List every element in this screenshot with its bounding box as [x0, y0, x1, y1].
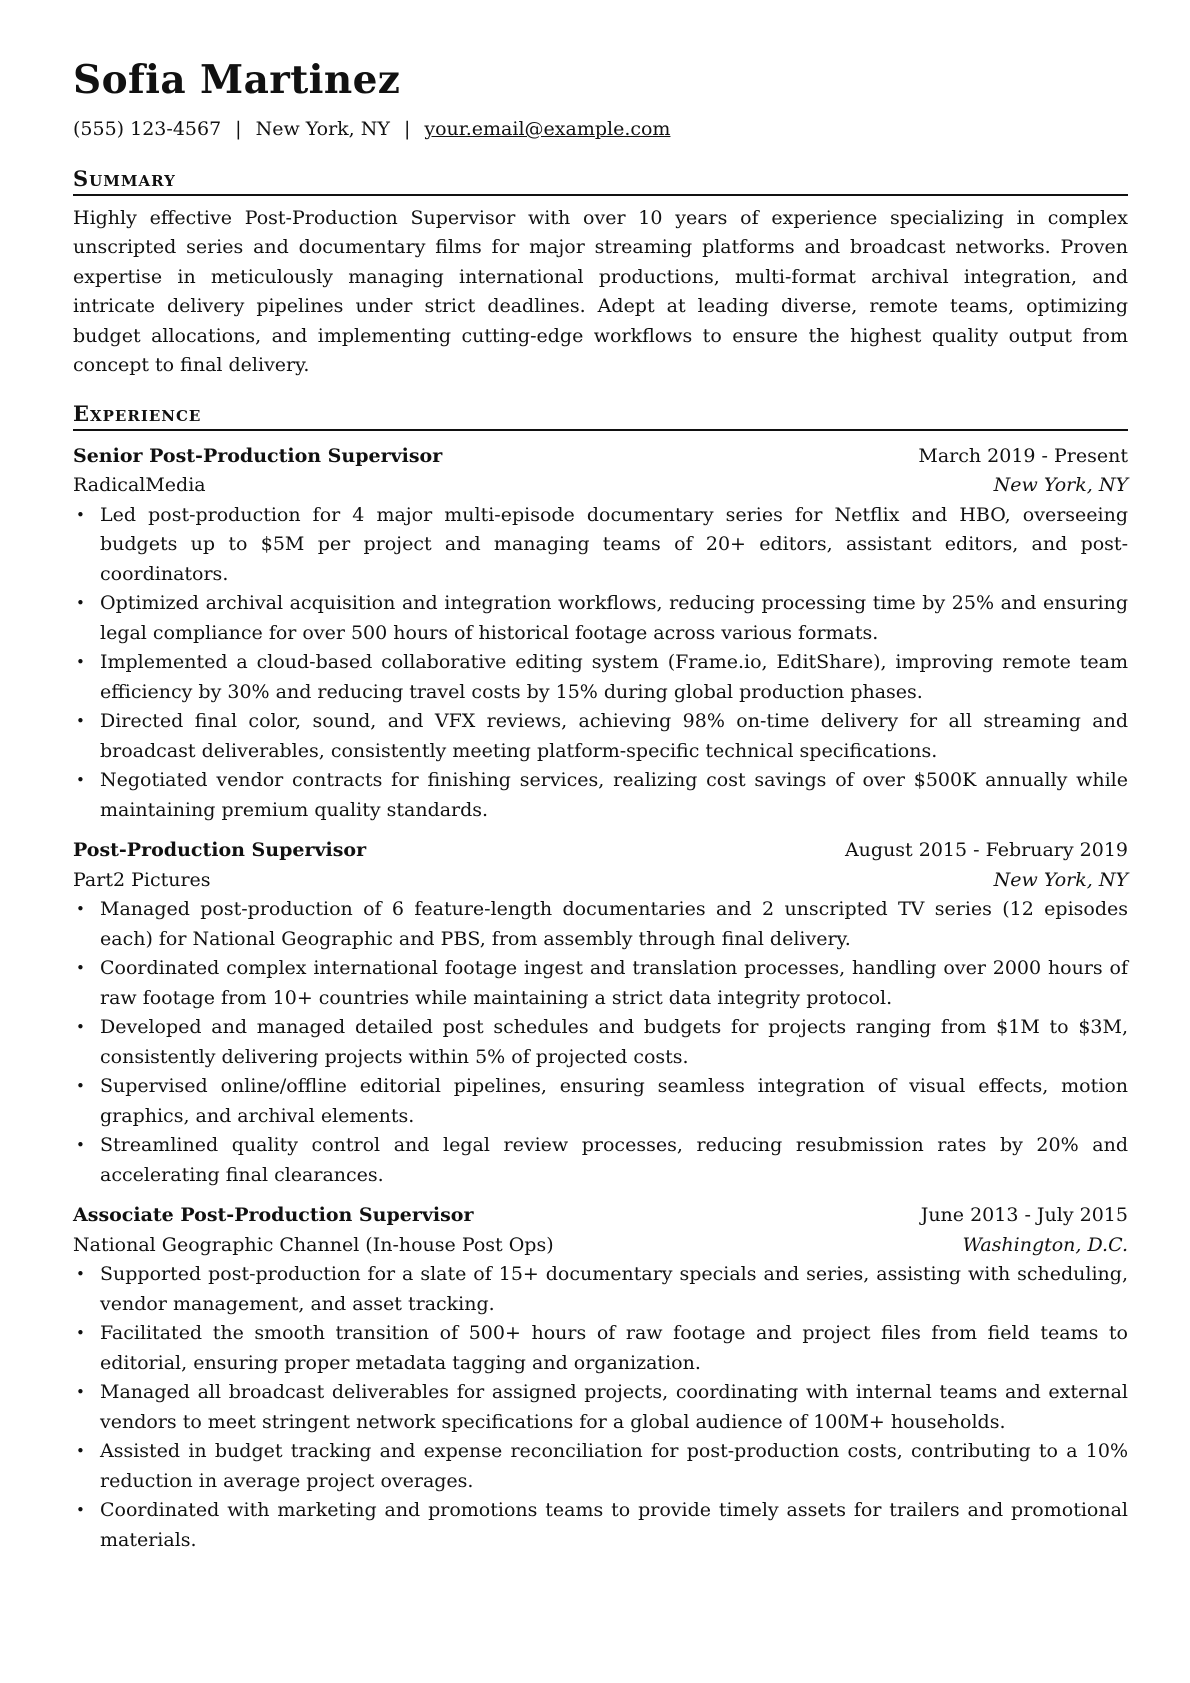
job-entry — [73, 836, 1128, 1190]
contact-separator: | — [403, 117, 411, 140]
contact-line — [73, 117, 1128, 142]
job-bullet: • Led post-production for 4 major multi-episode documentary series for Netflix and HBO, overseeing budgets up to $5M per project and managing teams of 20+ editors, assistant editors, and post-coordinators. — [100, 501, 1128, 590]
job-bullet: • Optimized archival acquisition and integration workflows, reducing processing time by 25% and ensuring legal compliance for over 500 hours of historical footage across various formats. — [100, 589, 1128, 648]
job-bullet: • Assisted in budget tracking and expense reconciliation for post-production costs, contributing to a 10% reduction in average project overages. — [100, 1437, 1128, 1496]
phone-number: (555) 123-4567 — [73, 117, 222, 140]
job-bullet-list — [73, 501, 1128, 826]
job-bullet: • Streamlined quality control and legal review processes, reducing resubmission rates by 20% and accelerating final clearances. — [100, 1131, 1128, 1190]
job-bullet: • Coordinated complex international footage ingest and translation processes, handling over 2000 hours of raw footage from 10+ countries while maintaining a strict data integrity protocol. — [100, 954, 1128, 1013]
job-bullet-list — [73, 1260, 1128, 1555]
job-dates: August 2015 - February 2019 — [844, 839, 1128, 862]
job-bullet: • Developed and managed detailed post schedules and budgets for projects ranging from $1M to $3M, consistently delivering projects within 5% of projected costs. — [100, 1013, 1128, 1072]
job-header-row — [73, 1201, 1128, 1231]
job-bullet: • Implemented a cloud-based collaborative editing system (Frame.io, EditShare), improving remote team efficiency by 30% and reducing travel costs by 15% during global production phases. — [100, 648, 1128, 707]
company-name: RadicalMedia — [73, 474, 206, 497]
experience-list — [73, 442, 1128, 1556]
job-entry — [73, 1201, 1128, 1555]
job-bullet-list — [73, 895, 1128, 1190]
experience-heading: Experience — [73, 401, 1128, 431]
contact-separator: | — [235, 117, 242, 140]
job-bullet: • Directed final color, sound, and VFX reviews, achieving 98% on-time delivery for all streaming and broadcast deliverables, consistently meeting platform-specific technical specifications. — [100, 707, 1128, 766]
company-name: National Geographic Channel (In-house Post Ops) — [73, 1233, 554, 1256]
job-entry — [73, 442, 1128, 826]
company-name: Part2 Pictures — [73, 868, 211, 891]
job-bullet: • Supported post-production for a slate of 15+ documentary specials and series, assisting with scheduling, vendor management, and asset tracking. — [100, 1260, 1128, 1319]
job-header-row — [73, 836, 1128, 866]
job-bullet: • Managed post-production of 6 feature-length documentaries and 2 unscripted TV series (12 episodes each) for National Geographic and PBS, from assembly through final delivery. — [100, 895, 1128, 954]
job-location: New York, NY — [993, 868, 1128, 891]
job-bullet: • Supervised online/offline editorial pipelines, ensuring seamless integration of visual effects, motion graphics, and archival elements. — [100, 1072, 1128, 1131]
job-dates: June 2013 - July 2015 — [920, 1204, 1128, 1227]
job-header-row — [73, 442, 1128, 472]
job-company-row — [73, 471, 1128, 501]
job-title: Post-Production Supervisor — [73, 839, 367, 862]
contact-location: New York, NY — [255, 117, 390, 140]
job-company-row — [73, 1231, 1128, 1261]
job-title: Associate Post-Production Supervisor — [73, 1204, 474, 1227]
job-dates: March 2019 - Present — [918, 444, 1128, 467]
job-bullet: • Managed all broadcast deliverables for assigned projects, coordinating with internal teams and external vendors to meet stringent network specifications for a global audience of 100M+ households. — [100, 1378, 1128, 1437]
candidate-name: Sofia Martinez — [73, 57, 401, 103]
job-bullet: • Negotiated vendor contracts for finishing services, realizing cost savings of over $500K annually while maintaining premium quality standards. — [100, 766, 1128, 825]
summary-heading: Summary — [73, 166, 1128, 196]
job-company-row — [73, 866, 1128, 896]
job-title: Senior Post-Production Supervisor — [73, 444, 443, 467]
summary-text: Highly effective Post-Production Supervisor with over 10 years of experience specializing in complex unscripted series and documentary films for major streaming platforms and broadcast networks. Proven expertise in meticulously managing international productions, multi-format archival integration, and intricate delivery pipelines under strict deadlines. Adept at leading diverse, remote teams, optimizing budget allocations, and implementing cutting-edge workflows to ensure the highest quality output from concept to final delivery. — [73, 206, 1128, 377]
job-bullet: • Facilitated the smooth transition of 500+ hours of raw footage and project files from field teams to editorial, ensuring proper metadata tagging and organization. — [100, 1319, 1128, 1378]
job-location: New York, NY — [993, 474, 1128, 497]
email-link[interactable]: your.email@example.com — [424, 117, 671, 140]
job-bullet: • Coordinated with marketing and promotions teams to provide timely assets for trailers and promotional materials. — [100, 1496, 1128, 1555]
job-location: Washington, D.C. — [962, 1233, 1128, 1256]
